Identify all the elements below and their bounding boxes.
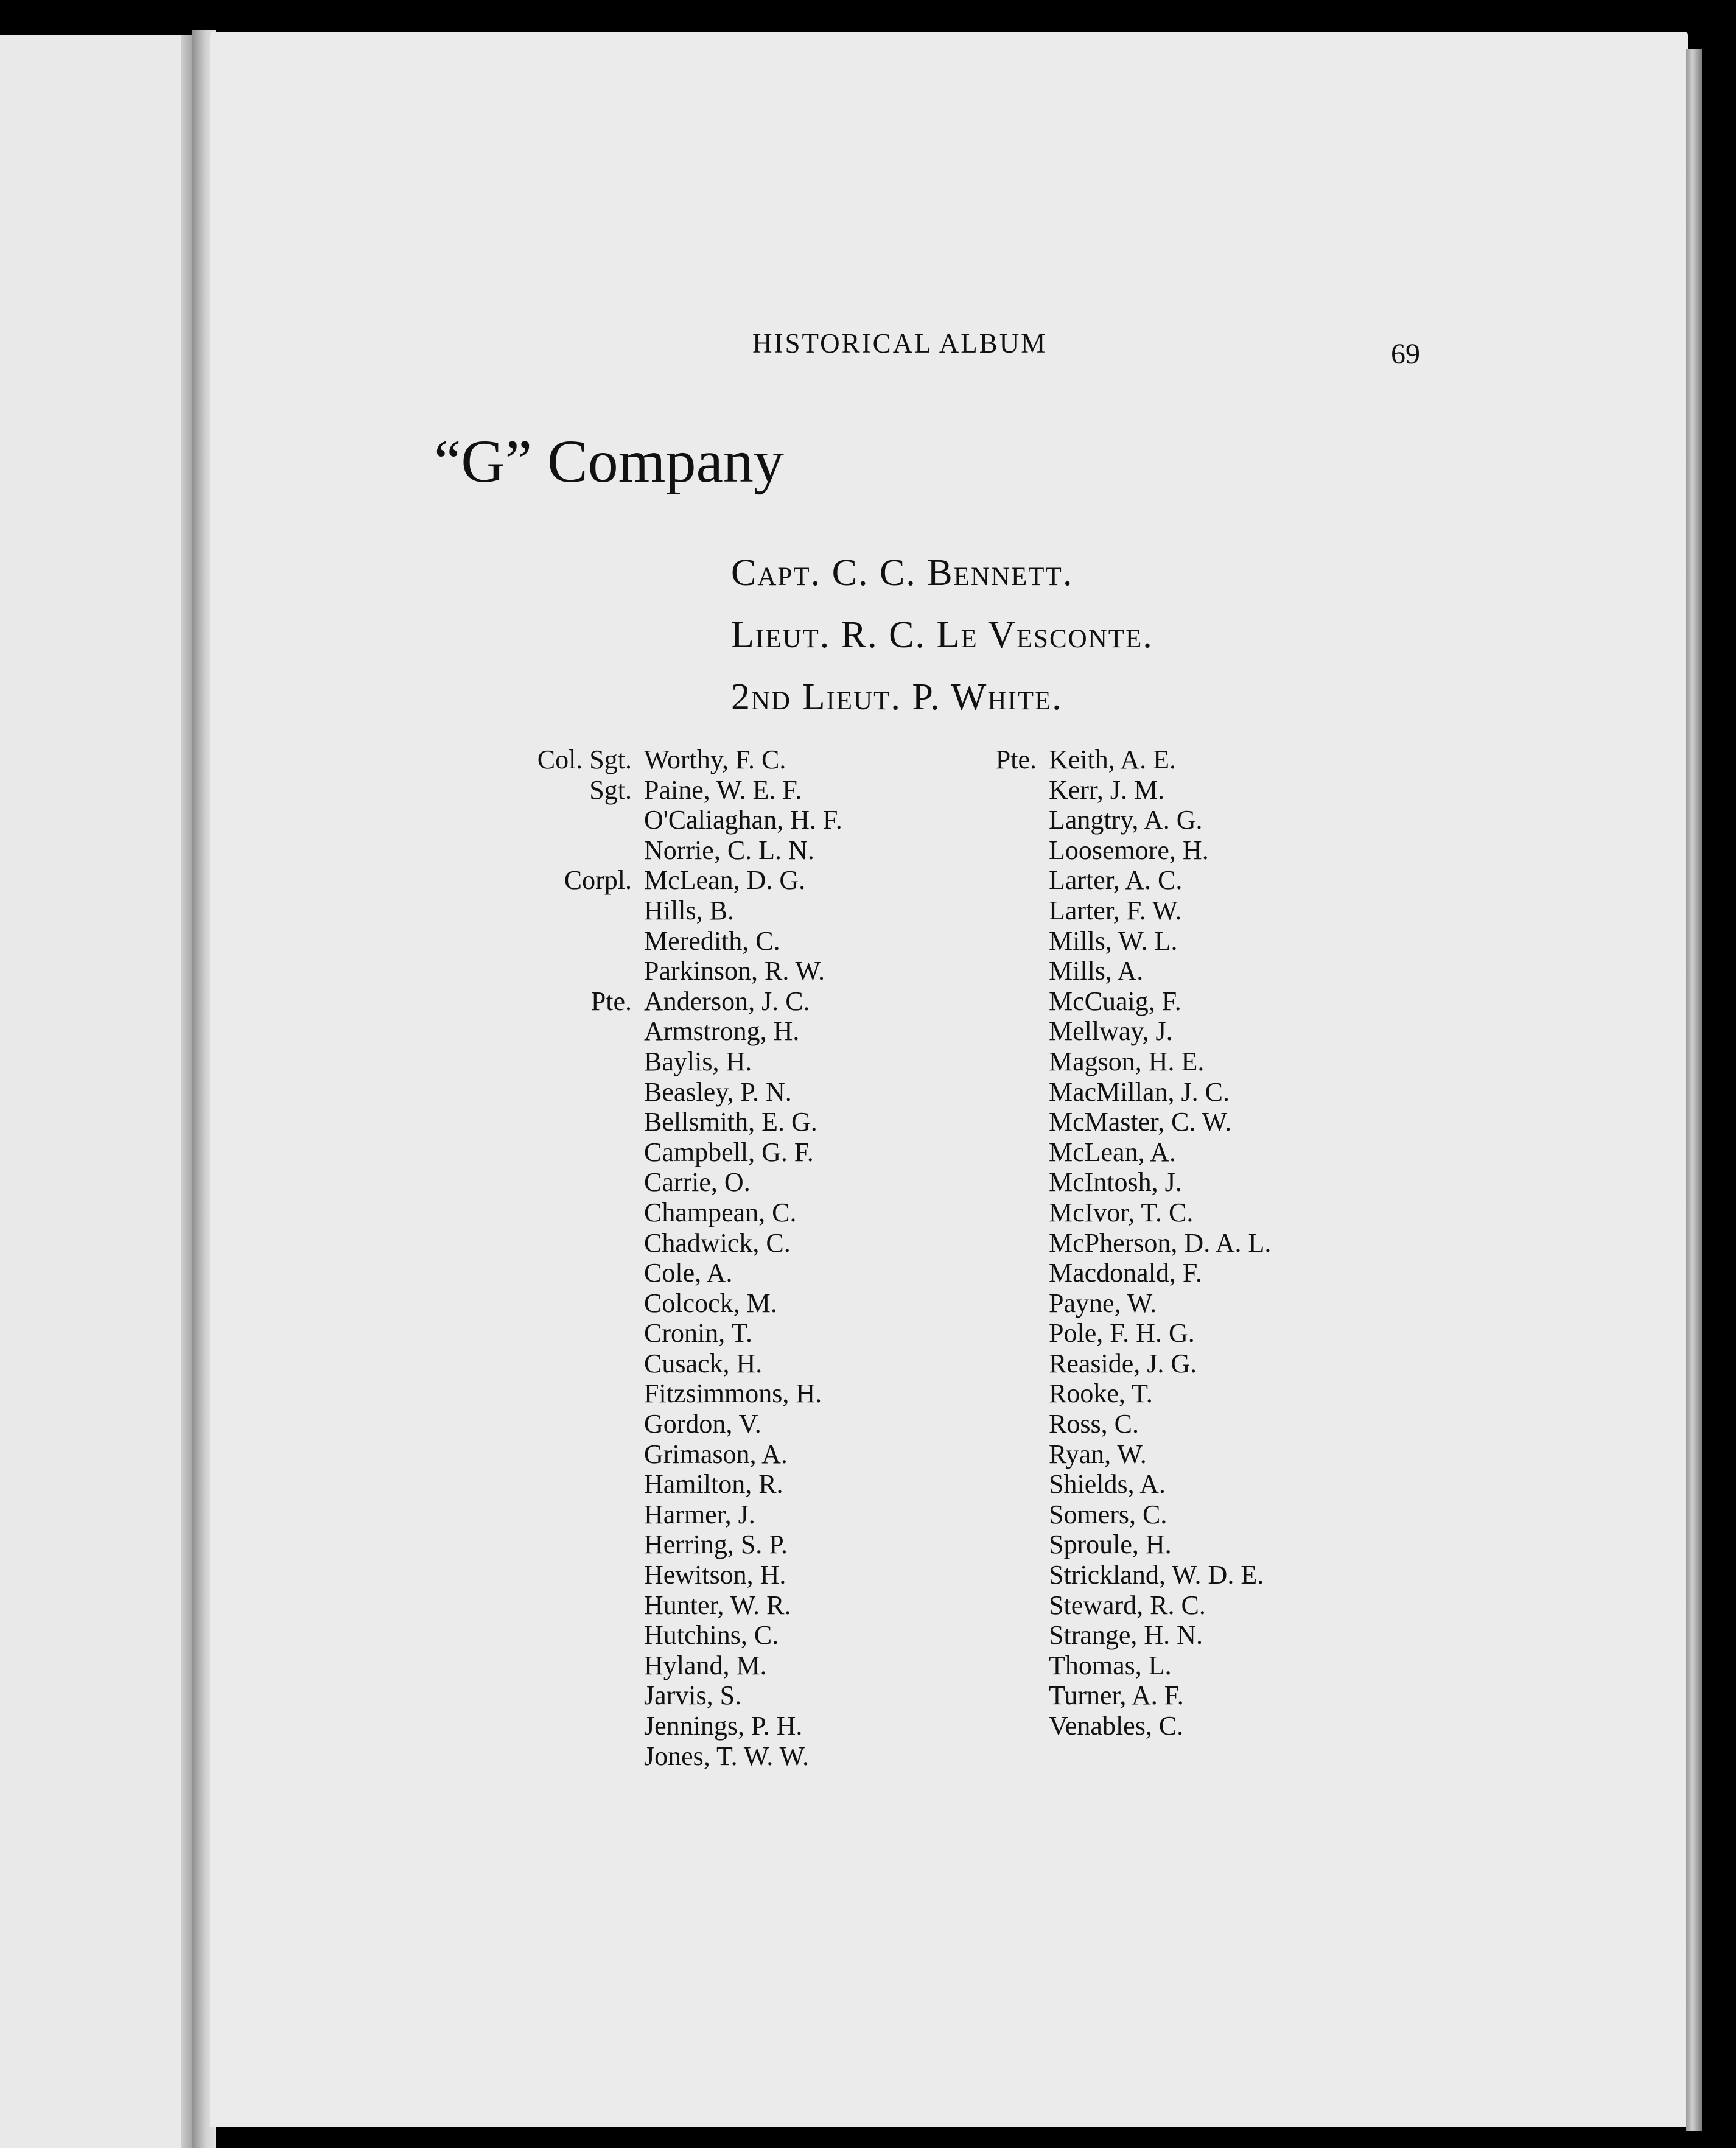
- member-name: Larter, A. C.: [1049, 865, 1183, 896]
- member-name: Jennings, P. H.: [644, 1711, 803, 1741]
- page-gutter-shadow: [181, 35, 192, 2148]
- member-name: McLean, A.: [1049, 1137, 1176, 1167]
- member-name: Kerr, J. M.: [1049, 774, 1165, 805]
- member-name: Strange, H. N.: [1049, 1620, 1203, 1651]
- member-name: Bellsmith, E. G.: [644, 1107, 817, 1137]
- member-name: MacMillan, J. C.: [1049, 1076, 1230, 1107]
- member-name: McPherson, D. A. L.: [1049, 1227, 1272, 1258]
- member-name: Mellway, J.: [1049, 1016, 1173, 1047]
- roster-row: [516, 1680, 842, 1710]
- member-name: Sproule, H.: [1049, 1529, 1172, 1560]
- member-name: Payne, W.: [1049, 1288, 1157, 1318]
- roster-row: [982, 1408, 1271, 1439]
- roster-row: [516, 1378, 842, 1408]
- officer-lieutenant: Lieut. R. C. Le Vesconte.: [731, 614, 1153, 656]
- member-name: Somers, C.: [1049, 1499, 1167, 1529]
- member-name: Armstrong, H.: [644, 1016, 800, 1047]
- roster-row: [982, 1499, 1271, 1529]
- member-name: Anderson, J. C.: [644, 986, 810, 1016]
- member-name: Macdonald, F.: [1049, 1258, 1202, 1288]
- roster-row: [516, 1106, 842, 1137]
- member-name: McMaster, C. W.: [1049, 1107, 1232, 1137]
- roster-row: [516, 1529, 842, 1559]
- roster-row: [982, 1439, 1271, 1469]
- roster-row: [982, 744, 1271, 774]
- member-name: Fitzsimmons, H.: [644, 1378, 822, 1409]
- roster-row: [982, 1318, 1271, 1348]
- member-name: Keith, A. E.: [1049, 745, 1176, 774]
- roster-row: [516, 1710, 842, 1741]
- roster-row: [516, 1167, 842, 1197]
- page-stack-edge: [1686, 49, 1702, 2131]
- member-name: O'Caliaghan, H. F.: [644, 805, 842, 835]
- roster-row: [516, 1318, 842, 1348]
- member-name: Shields, A.: [1049, 1469, 1166, 1500]
- member-name: McCuaig, F.: [1049, 986, 1181, 1016]
- roster-row: [516, 1257, 842, 1288]
- member-name: Reaside, J. G.: [1049, 1348, 1197, 1378]
- running-header: HISTORICAL ALBUM: [752, 328, 1048, 359]
- member-name: Jarvis, S.: [644, 1680, 742, 1711]
- roster-row: [982, 804, 1271, 835]
- member-name: Hills, B.: [644, 895, 734, 925]
- officer-captain: Capt. C. C. Bennett.: [731, 552, 1074, 594]
- member-name: Cronin, T.: [644, 1318, 753, 1349]
- company-heading: “G” Company: [434, 427, 784, 495]
- member-name: Gordon, V.: [644, 1409, 761, 1439]
- rank-label: Col. Sgt.: [537, 745, 632, 774]
- roster-row: [516, 1197, 842, 1227]
- roster-row: [516, 925, 842, 956]
- member-name: Steward, R. C.: [1049, 1590, 1206, 1620]
- member-name: Paine, W. E. F.: [644, 774, 802, 805]
- member-name: Cusack, H.: [644, 1348, 763, 1378]
- roster-row: [982, 1076, 1271, 1107]
- roster-row: [516, 774, 842, 805]
- member-name: Worthy, F. C.: [644, 745, 786, 774]
- roster-row: [516, 1620, 842, 1650]
- roster-row: [516, 1650, 842, 1680]
- roster-row: [516, 804, 842, 835]
- roster-row: [516, 1288, 842, 1318]
- roster-row: [516, 895, 842, 925]
- roster-row: [982, 835, 1271, 865]
- member-name: Campbell, G. F.: [644, 1137, 814, 1167]
- roster-row: [982, 1529, 1271, 1559]
- member-name: Carrie, O.: [644, 1167, 751, 1198]
- roster-column-2: [982, 744, 1271, 1741]
- member-name: Jones, T. W. W.: [644, 1741, 809, 1771]
- roster-row: [982, 1288, 1271, 1318]
- roster-row: [982, 1348, 1271, 1378]
- member-name: Parkinson, R. W.: [644, 956, 825, 986]
- roster-row: [516, 1559, 842, 1590]
- member-name: Cole, A.: [644, 1258, 733, 1288]
- officers-list: [731, 542, 1153, 728]
- roster-row: [982, 1680, 1271, 1710]
- member-name: Strickland, W. D. E.: [1049, 1560, 1264, 1590]
- member-name: Colcock, M.: [644, 1288, 777, 1318]
- roster-row: [982, 1167, 1271, 1197]
- member-name: Herring, S. P.: [644, 1529, 788, 1560]
- roster-column-1: [516, 744, 842, 1771]
- roster-row: [982, 1106, 1271, 1137]
- member-name: Ross, C.: [1049, 1409, 1139, 1439]
- member-name: Hutchins, C.: [644, 1620, 779, 1651]
- rank-label: Sgt.: [589, 774, 632, 805]
- member-name: Magson, H. E.: [1049, 1046, 1205, 1076]
- member-name: Hunter, W. R.: [644, 1590, 791, 1620]
- roster-row: [516, 955, 842, 986]
- member-name: Baylis, H.: [644, 1046, 752, 1076]
- member-name: Norrie, C. L. N.: [644, 835, 814, 865]
- member-name: McIntosh, J.: [1049, 1167, 1182, 1198]
- roster-row: [516, 744, 842, 774]
- roster-row: [516, 1590, 842, 1620]
- roster-row: [982, 895, 1271, 925]
- roster-row: [516, 1348, 842, 1378]
- roster-row: [516, 1137, 842, 1167]
- roster-row: [516, 835, 842, 865]
- roster-row: [982, 925, 1271, 956]
- member-name: Turner, A. F.: [1049, 1680, 1184, 1711]
- roster-row: [516, 1439, 842, 1469]
- rank-label: Pte.: [590, 986, 632, 1016]
- roster-row: [982, 986, 1271, 1016]
- roster-row: [982, 1590, 1271, 1620]
- member-name: Beasley, P. N.: [644, 1076, 792, 1107]
- roster-row: [982, 1378, 1271, 1408]
- roster-row: [982, 774, 1271, 805]
- member-name: Hamilton, R.: [644, 1469, 783, 1500]
- roster-row: [516, 1016, 842, 1046]
- rank-label: Corpl.: [564, 865, 632, 896]
- roster-row: [982, 1469, 1271, 1499]
- member-name: Mills, A.: [1049, 956, 1144, 986]
- roster-row: [516, 1076, 842, 1107]
- roster-row: [982, 1227, 1271, 1258]
- roster-row: [982, 1016, 1271, 1046]
- roster-row: [982, 865, 1271, 895]
- roster-row: [982, 1137, 1271, 1167]
- member-name: Venables, C.: [1049, 1711, 1184, 1741]
- member-name: Mills, W. L.: [1049, 925, 1178, 956]
- roster-row: [516, 865, 842, 895]
- member-name: Chadwick, C.: [644, 1227, 791, 1258]
- roster-row: [516, 1408, 842, 1439]
- member-name: Harmer, J.: [644, 1499, 755, 1529]
- member-name: Champean, C.: [644, 1197, 797, 1227]
- roster-row: [516, 1741, 842, 1771]
- roster-row: [516, 1046, 842, 1076]
- member-name: Thomas, L.: [1049, 1650, 1172, 1680]
- page-number: 69: [1391, 338, 1420, 370]
- member-name: Langtry, A. G.: [1049, 805, 1203, 835]
- roster-row: [982, 1650, 1271, 1680]
- roster-row: [982, 955, 1271, 986]
- member-name: Hyland, M.: [644, 1650, 767, 1680]
- rank-label: Pte.: [995, 745, 1037, 774]
- member-name: Pole, F. H. G.: [1049, 1318, 1195, 1349]
- member-name: McIvor, T. C.: [1049, 1197, 1194, 1227]
- member-name: Rooke, T.: [1049, 1378, 1153, 1409]
- roster-row: [516, 1227, 842, 1258]
- roster-row: [982, 1559, 1271, 1590]
- roster-row: [516, 1499, 842, 1529]
- roster-row: [982, 1046, 1271, 1076]
- roster-row: [516, 1469, 842, 1499]
- member-name: Meredith, C.: [644, 925, 780, 956]
- member-name: Ryan, W.: [1049, 1439, 1147, 1469]
- member-name: Hewitson, H.: [644, 1560, 786, 1590]
- previous-page-edge: [0, 35, 192, 2148]
- member-name: Loosemore, H.: [1049, 835, 1209, 865]
- roster-row: [982, 1197, 1271, 1227]
- roster-row: [982, 1710, 1271, 1741]
- roster-row: [982, 1257, 1271, 1288]
- roster-row: [982, 1620, 1271, 1650]
- officer-second-lieutenant: 2nd Lieut. P. White.: [731, 676, 1063, 718]
- roster-row: [516, 986, 842, 1016]
- member-name: Larter, F. W.: [1049, 895, 1182, 925]
- member-name: McLean, D. G.: [644, 865, 806, 896]
- member-name: Grimason, A.: [644, 1439, 788, 1469]
